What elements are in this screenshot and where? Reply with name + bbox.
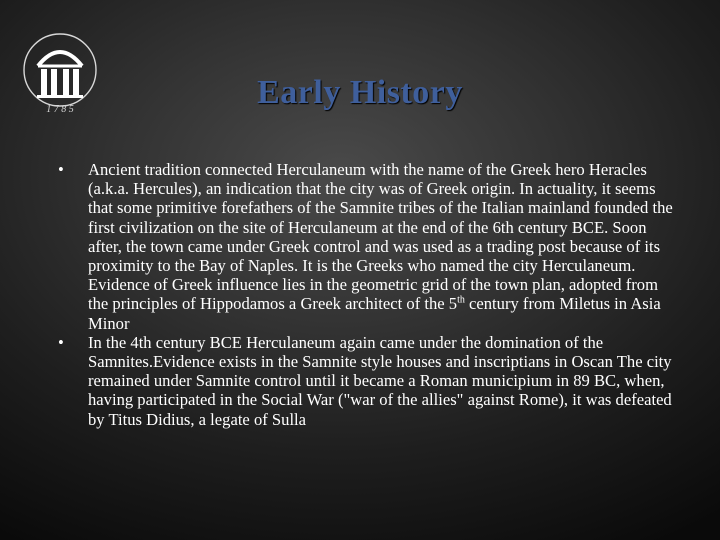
bullet-item-2	[58, 333, 673, 429]
bullet-text	[88, 160, 673, 333]
bullet-text-part: In the 4th century BCE Herculaneum again came under the domination of the Samnites.Evidence exists in the Samnite style houses and inscriptians in Oscan The city remained under Samnite control until it became a Roman municipium in 89 BC, when, having participated in the Social War ("war of the allies" against Rome), it was defeated by Titus Didius, a legate of Sulla	[88, 332, 672, 429]
logo-year: 1 7 8 5	[46, 104, 74, 115]
slide-title: Early History	[257, 74, 463, 111]
bullet-text	[88, 333, 673, 429]
bullet-marker: •	[58, 332, 64, 352]
university-logo	[18, 30, 102, 116]
bullet-list	[58, 160, 673, 429]
bullet-marker: •	[58, 160, 64, 179]
bullet-text-part: century from Miletus in Asia Minor	[88, 294, 661, 333]
bullet-item-1	[58, 160, 673, 333]
bullet-text-part: Ancient tradition connected Herculaneum with the name of the Greek hero Heracles (a.k.a. Hercules), an indication that the city was of Greek origin. In actuality, it seems that some primitive forefathers of the Samnite tribes of the Italian mainland founded the first civilization on the site of Herculaneum at the end of the 6th century BCE. Soon after, the town came under Greek control and was used as a trading post because of its proximity to the Bay of Naples. It is the Greeks who named the city Herculaneum. Evidence of Greek influence lies in the geometric grid of the town plan, adopted from the principles of Hippodamos a Greek architect of the 5	[88, 160, 673, 314]
superscript: th	[457, 294, 465, 306]
arch-columns-icon	[18, 30, 102, 116]
